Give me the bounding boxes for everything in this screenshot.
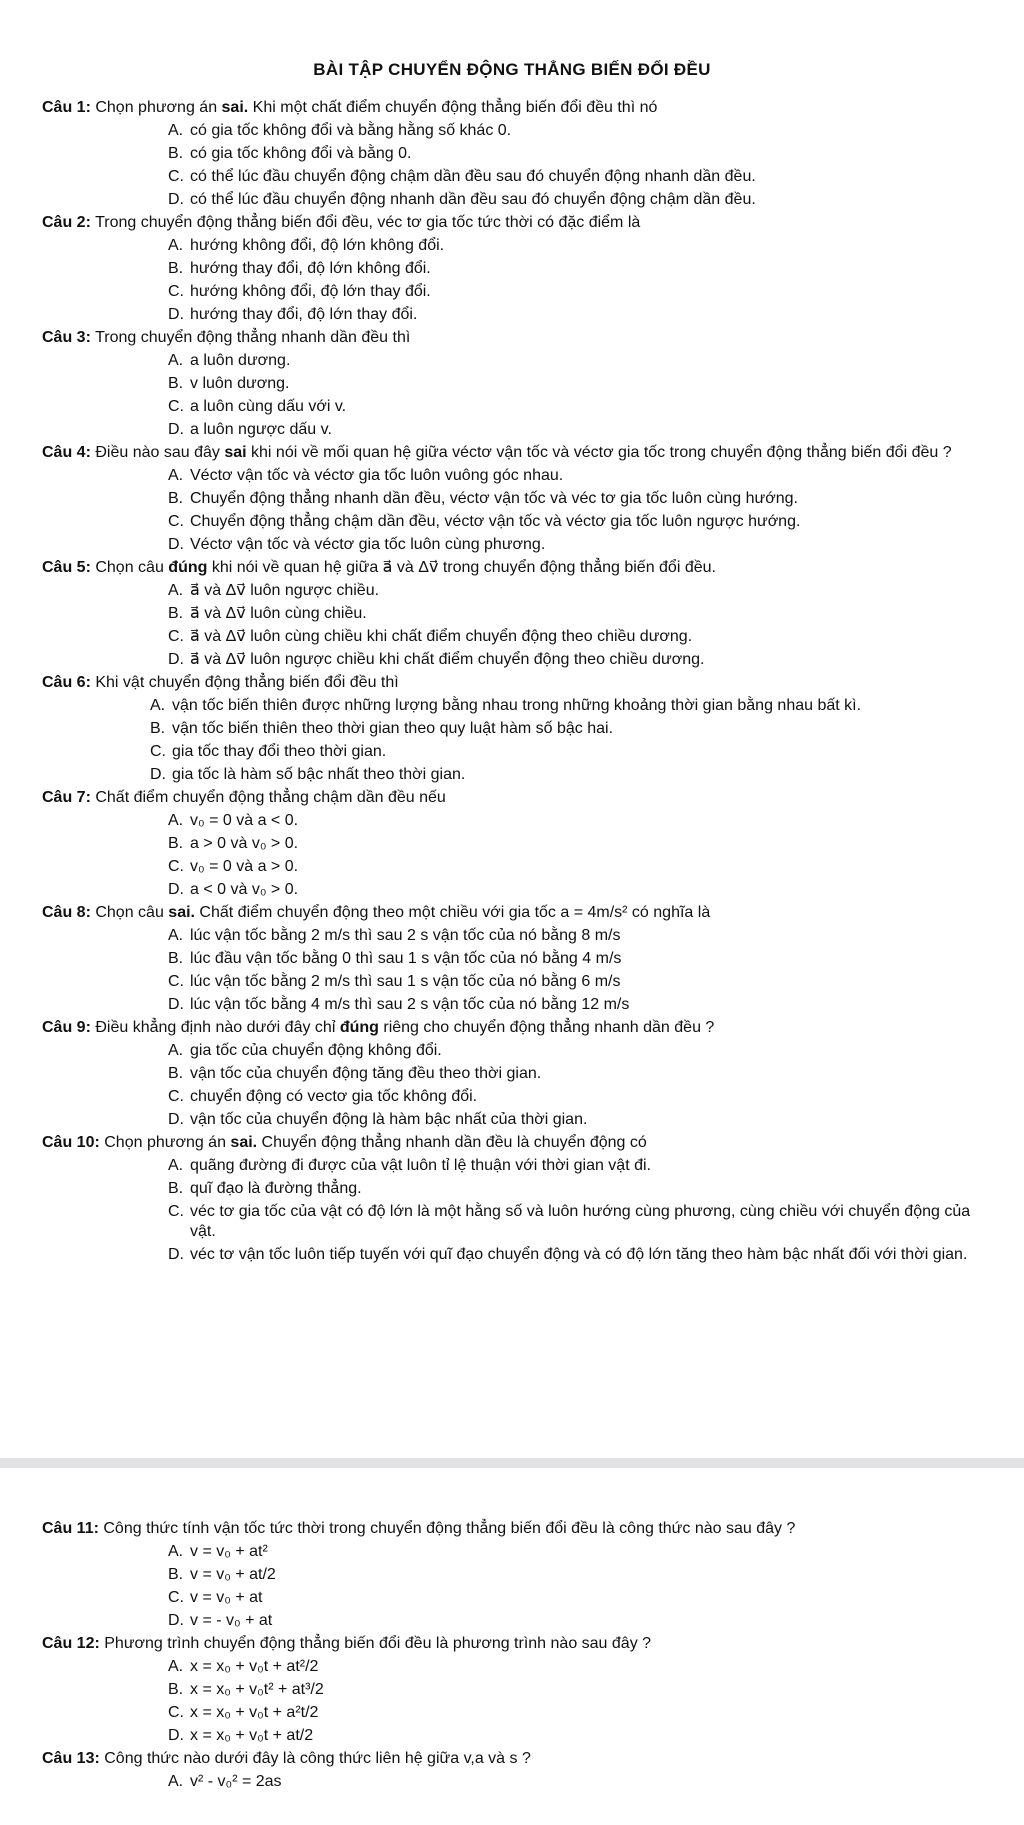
question-number: Câu 4: [42, 444, 91, 461]
answer-option-letter: A. [168, 1543, 184, 1560]
answer-option-letter: A. [150, 697, 166, 714]
question-text: Điều khẳng định nào dưới đây chỉ [90, 1019, 340, 1036]
answer-option-letter: A. [168, 352, 184, 369]
question-number: Câu 10: [42, 1134, 100, 1151]
answer-option-text: Chuyển động thẳng chậm dần đều, véctơ vận tốc và véctơ gia tốc luôn ngược hướng. [190, 513, 801, 530]
answer-option [168, 1611, 984, 1631]
answer-option [168, 581, 984, 601]
answer-option-text: v = - v₀ + at [190, 1612, 273, 1629]
answer-option-letter: B. [168, 605, 184, 622]
answer-option-letter: D. [168, 1246, 184, 1263]
answer-option-text: a luôn cùng dấu với v. [190, 398, 347, 415]
question-emphasis: sai. [168, 904, 195, 921]
answer-option-text: v = v₀ + at/2 [190, 1566, 276, 1583]
answer-option-text: quãng đường đi được của vật luôn tỉ lệ thuận với thời gian vật đi. [190, 1157, 651, 1174]
answer-option [168, 512, 984, 532]
question-block [0, 1634, 1024, 1746]
answer-option [168, 1565, 984, 1585]
question-emphasis: sai [224, 444, 247, 461]
answer-option-text: a⃗ và Δv⃗ luôn ngược chiều. [190, 582, 380, 599]
question-block [0, 1018, 1024, 1130]
question-text: Trong chuyển động thẳng biến đổi đều, véc tơ gia tốc tức thời có đặc điểm là [90, 214, 641, 231]
answer-option-letter: A. [168, 927, 184, 944]
answer-option [168, 1245, 984, 1265]
answer-option-letter: A. [168, 1157, 184, 1174]
question-stem [42, 1749, 1000, 1769]
answer-option [168, 489, 984, 509]
question-text: Chọn phương án [90, 99, 222, 116]
answer-option-text: hướng không đổi, độ lớn thay đổi. [190, 283, 431, 300]
answer-option-text: có gia tốc không đổi và bằng 0. [190, 145, 412, 162]
answer-option [168, 351, 984, 371]
document-title: BÀI TẬP CHUYỂN ĐỘNG THẲNG BIẾN ĐỔI ĐỀU [313, 60, 711, 79]
answer-option-letter: D. [150, 766, 166, 783]
answer-option-text: x = x₀ + v₀t² + at³/2 [190, 1681, 324, 1698]
question-number: Câu 12: [42, 1635, 100, 1652]
answer-option [168, 834, 984, 854]
answer-option-letter: C. [168, 628, 184, 645]
answer-option-letter: C. [168, 513, 184, 530]
answer-option [168, 1202, 984, 1242]
answer-option [168, 305, 984, 325]
answer-option-letter: B. [168, 1566, 184, 1583]
question-stem [42, 673, 1000, 693]
answer-option-letter: A. [168, 582, 184, 599]
answer-option [168, 167, 984, 187]
answer-option-text: a⃗ và Δv⃗ luôn cùng chiều. [190, 605, 367, 622]
answer-option-text: lúc vận tốc bằng 2 m/s thì sau 1 s vận tốc của nó bằng 6 m/s [190, 973, 621, 990]
answer-option-text: x = x₀ + v₀t + at²/2 [190, 1658, 319, 1675]
answer-option-letter: A. [168, 122, 184, 139]
question-stem [42, 903, 1000, 923]
question-text-continued: Chất điểm chuyển động theo một chiều với gia tốc a = 4m/s² có nghĩa là [194, 904, 711, 921]
answer-option [168, 880, 984, 900]
answer-option [150, 742, 984, 762]
answer-option-letter: D. [168, 881, 184, 898]
answer-option-letter: D. [168, 306, 184, 323]
answer-option [168, 535, 984, 555]
question-text: Công thức nào dưới đây là công thức liên hệ giữa v,a và s ? [99, 1750, 531, 1767]
answer-option [168, 1680, 984, 1700]
answer-option-letter: B. [168, 375, 184, 392]
page-divider-band [0, 1458, 1024, 1468]
answer-option [168, 420, 984, 440]
answer-option-text: quĩ đạo là đường thẳng. [190, 1180, 362, 1197]
question-text: Công thức tính vận tốc tức thời trong chuyển động thẳng biến đổi đều là công thức nào sau đây ? [98, 1520, 796, 1537]
answer-option-text: v = v₀ + at² [190, 1543, 268, 1560]
answer-option [168, 236, 984, 256]
answer-option-text: a⃗ và Δv⃗ luôn ngược chiều khi chất điểm chuyển động theo chiều dương. [190, 651, 705, 668]
answer-option-letter: B. [168, 1065, 184, 1082]
answer-option-text: hướng thay đổi, độ lớn thay đổi. [190, 306, 418, 323]
answer-option [168, 259, 984, 279]
question-text: Chất điểm chuyển động thẳng chậm dần đều nếu [90, 789, 446, 806]
answer-option [150, 696, 984, 716]
question-block [0, 558, 1024, 670]
answer-option-letter: C. [168, 283, 184, 300]
answer-option-letter: A. [168, 467, 184, 484]
question-number: Câu 8: [42, 904, 91, 921]
question-number: Câu 6: [42, 674, 91, 691]
question-block [0, 443, 1024, 555]
answer-option-letter: D. [168, 421, 184, 438]
question-text-continued: Khi một chất điểm chuyển động thẳng biến đổi đều thì nó [248, 99, 658, 116]
answer-option-text: chuyển động có vectơ gia tốc không đổi. [190, 1088, 478, 1105]
question-number: Câu 9: [42, 1019, 91, 1036]
question-text-continued: riêng cho chuyển động thẳng nhanh dần đều ? [378, 1019, 715, 1036]
answer-option [168, 1588, 984, 1608]
answer-option [168, 857, 984, 877]
answer-option [168, 627, 984, 647]
answer-option-letter: C. [168, 1203, 184, 1220]
answer-option-letter: B. [168, 260, 184, 277]
answer-option [168, 1657, 984, 1677]
question-text: Khi vật chuyển động thẳng biến đổi đều thì [90, 674, 399, 691]
answer-option-text: a > 0 và v₀ > 0. [190, 835, 299, 852]
question-number: Câu 1: [42, 99, 91, 116]
question-stem [42, 213, 1000, 233]
answer-option [168, 121, 984, 141]
answer-option [168, 282, 984, 302]
answer-option-letter: D. [168, 1111, 184, 1128]
answer-option [168, 1726, 984, 1746]
answer-option-text: véc tơ gia tốc của vật có độ lớn là một hằng số và luôn hướng cùng phương, cùng chiều với chuyển động của vật. [190, 1203, 971, 1240]
answer-option-letter: C. [168, 398, 184, 415]
answer-option-letter: A. [168, 812, 184, 829]
question-stem [42, 328, 1000, 348]
answer-option-letter: D. [168, 996, 184, 1013]
answer-option-text: Véctơ vận tốc và véctơ gia tốc luôn cùng phương. [190, 536, 546, 553]
question-text: Chọn câu [90, 904, 169, 921]
answer-option [168, 604, 984, 624]
answer-option-letter: B. [168, 490, 184, 507]
answer-option-letter: B. [168, 835, 184, 852]
answer-option [168, 1542, 984, 1562]
answer-option-letter: B. [150, 720, 166, 737]
answer-option-text: hướng thay đổi, độ lớn không đổi. [190, 260, 431, 277]
answer-option [168, 1156, 984, 1176]
answer-option-letter: D. [168, 1612, 184, 1629]
question-text-continued: Chuyển động thẳng nhanh dần đều là chuyển động có [257, 1134, 647, 1151]
answer-option [168, 650, 984, 670]
answer-option-text: v² - v₀² = 2as [190, 1773, 282, 1790]
question-stem [42, 1519, 1000, 1539]
answer-option [168, 190, 984, 210]
answer-option-text: v luôn dương. [190, 375, 290, 392]
answer-option [168, 144, 984, 164]
question-block [0, 1133, 1024, 1265]
answer-option-letter: B. [168, 950, 184, 967]
answer-option-letter: C. [150, 743, 166, 760]
answer-option [168, 949, 984, 969]
answer-option-letter: A. [168, 237, 184, 254]
answer-option-letter: C. [168, 1704, 184, 1721]
questions-section-2 [0, 1519, 1024, 1795]
answer-option-letter: D. [168, 536, 184, 553]
answer-option-text: x = x₀ + v₀t + at/2 [190, 1727, 314, 1744]
answer-option-text: Chuyển động thẳng nhanh dần đều, véctơ vận tốc và véc tơ gia tốc luôn cùng hướng. [190, 490, 798, 507]
answer-option-text: có gia tốc không đổi và bằng hằng số khác 0. [190, 122, 512, 139]
answer-option-letter: C. [168, 858, 184, 875]
question-block [0, 328, 1024, 440]
question-block [0, 903, 1024, 1015]
answer-option-letter: D. [168, 1727, 184, 1744]
answer-option-text: lúc đầu vận tốc bằng 0 thì sau 1 s vận tốc của nó bằng 4 m/s [190, 950, 622, 967]
answer-option-text: hướng không đổi, độ lớn không đổi. [190, 237, 445, 254]
answer-option-letter: C. [168, 168, 184, 185]
answer-option [168, 811, 984, 831]
answer-option-text: có thể lúc đầu chuyển động nhanh dần đều sau đó chuyển động chậm dần đều. [190, 191, 756, 208]
question-block [0, 213, 1024, 325]
question-number: Câu 11: [42, 1520, 99, 1537]
answer-option [168, 466, 984, 486]
answer-option-text: có thể lúc đầu chuyển động chậm dần đều sau đó chuyển động nhanh dần đều. [190, 168, 756, 185]
answer-option-text: lúc vận tốc bằng 4 m/s thì sau 2 s vận tốc của nó bằng 12 m/s [190, 996, 630, 1013]
question-number: Câu 13: [42, 1750, 100, 1767]
answer-option-letter: B. [168, 1681, 184, 1698]
question-stem [42, 558, 1000, 578]
question-block [0, 788, 1024, 900]
answer-option-letter: A. [168, 1773, 184, 1790]
answer-option-text: a < 0 và v₀ > 0. [190, 881, 299, 898]
question-block [0, 98, 1024, 210]
answer-option-text: vận tốc của chuyển động tăng đều theo thời gian. [190, 1065, 542, 1082]
question-text: Điều nào sau đây [90, 444, 225, 461]
answer-option-letter: C. [168, 1088, 184, 1105]
answer-option [168, 374, 984, 394]
answer-option-text: a luôn dương. [190, 352, 291, 369]
answer-option-letter: B. [168, 1180, 184, 1197]
question-text: Trong chuyển động thẳng nhanh dần đều thì [90, 329, 411, 346]
answer-option-text: a luôn ngược dấu v. [190, 421, 332, 438]
answer-option-text: v₀ = 0 và a < 0. [190, 812, 299, 829]
answer-option-text: Véctơ vận tốc và véctơ gia tốc luôn vuông góc nhau. [190, 467, 564, 484]
question-emphasis: đúng [339, 1019, 379, 1036]
question-text-continued: khi nói về mối quan hệ giữa véctơ vận tốc và véctơ gia tốc trong chuyển động thẳng biến đổi đều ? [246, 444, 952, 461]
question-block [0, 1519, 1024, 1631]
question-emphasis: sai. [230, 1134, 258, 1151]
answer-option-letter: D. [168, 191, 184, 208]
answer-option-letter: A. [168, 1042, 184, 1059]
question-emphasis: đúng [168, 559, 208, 576]
answer-option [168, 1703, 984, 1723]
answer-option-letter: C. [168, 973, 184, 990]
answer-option [168, 1064, 984, 1084]
answer-option [150, 719, 984, 739]
answer-option [168, 995, 984, 1015]
question-block [0, 673, 1024, 785]
answer-option-text: v = v₀ + at [190, 1589, 263, 1606]
question-text-continued: khi nói về quan hệ giữa a⃗ và Δv⃗ trong chuyển động thẳng biến đổi đều. [207, 559, 716, 576]
question-text: Chọn phương án [99, 1134, 231, 1151]
question-number: Câu 3: [42, 329, 91, 346]
question-stem [42, 98, 1000, 118]
answer-option-text: v₀ = 0 và a > 0. [190, 858, 299, 875]
answer-option-text: vận tốc của chuyển động là hàm bậc nhất của thời gian. [190, 1111, 588, 1128]
answer-option-letter: C. [168, 1589, 184, 1606]
answer-option [168, 1772, 984, 1792]
answer-option [168, 1110, 984, 1130]
answer-option-text: vận tốc biến thiên theo thời gian theo quy luật hàm số bậc hai. [172, 720, 614, 737]
answer-option-text: vận tốc biến thiên được những lượng bằng nhau trong những khoảng thời gian bằng nhau bất kì. [172, 697, 862, 714]
answer-option-text: a⃗ và Δv⃗ luôn cùng chiều khi chất điểm chuyển động theo chiều dương. [190, 628, 693, 645]
answer-option [168, 397, 984, 417]
answer-option-text: gia tốc của chuyển động không đổi. [190, 1042, 442, 1059]
answer-option-text: gia tốc là hàm số bậc nhất theo thời gian. [172, 766, 466, 783]
question-number: Câu 5: [42, 559, 91, 576]
answer-option [168, 1087, 984, 1107]
answer-option [168, 1041, 984, 1061]
question-text: Chọn câu [90, 559, 169, 576]
question-number: Câu 7: [42, 789, 91, 806]
question-block [0, 1749, 1024, 1792]
question-text: Phương trình chuyển động thẳng biến đổi đều là phương trình nào sau đây ? [99, 1635, 652, 1652]
question-stem [42, 443, 1000, 463]
question-stem [42, 1133, 1000, 1153]
answer-option-letter: A. [168, 1658, 184, 1675]
question-stem [42, 1634, 1000, 1654]
answer-option-text: lúc vận tốc bằng 2 m/s thì sau 2 s vận tốc của nó bằng 8 m/s [190, 927, 621, 944]
answer-option-letter: D. [168, 651, 184, 668]
answer-option [168, 972, 984, 992]
answer-option-text: gia tốc thay đổi theo thời gian. [172, 743, 387, 760]
answer-option-text: véc tơ vận tốc luôn tiếp tuyến với quĩ đạo chuyển động và có độ lớn tăng theo hàm bậc nhất đối với thời gian. [190, 1246, 968, 1263]
answer-option [168, 926, 984, 946]
question-stem [42, 788, 1000, 808]
questions-section-1 [0, 98, 1024, 1268]
question-emphasis: sai. [221, 99, 249, 116]
answer-option-letter: B. [168, 145, 184, 162]
answer-option [168, 1179, 984, 1199]
answer-option-text: x = x₀ + v₀t + a²t/2 [190, 1704, 319, 1721]
question-number: Câu 2: [42, 214, 91, 231]
question-stem [42, 1018, 1000, 1038]
answer-option [150, 765, 984, 785]
